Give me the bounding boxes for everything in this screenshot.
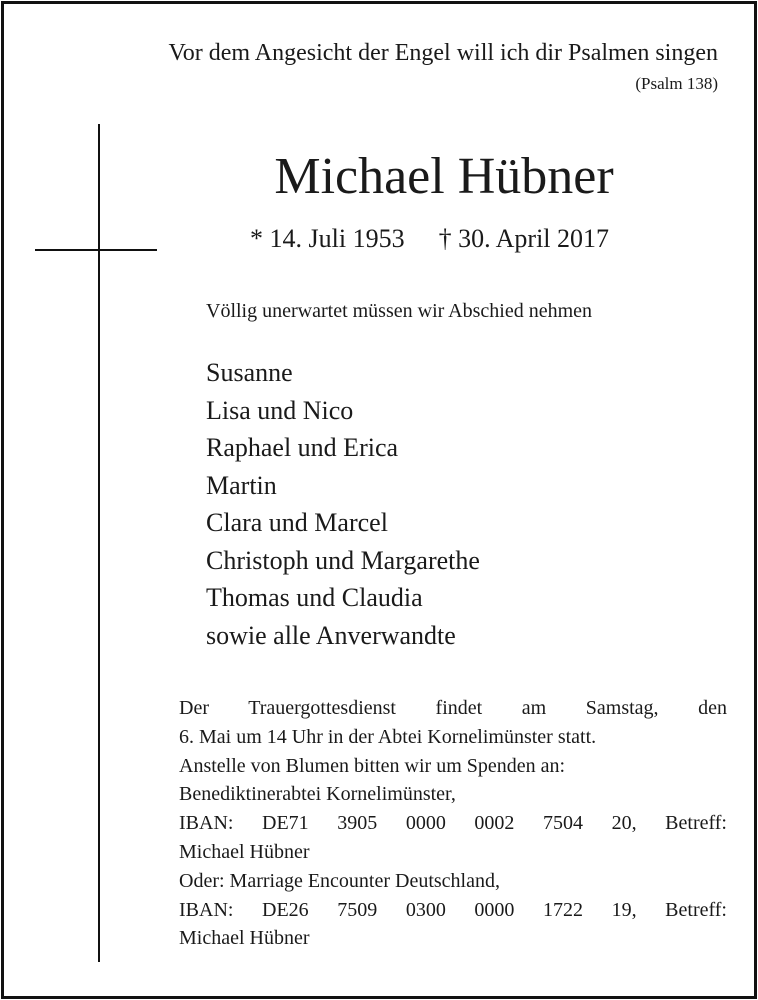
notice-line: Der Trauergottesdienst findet am Samstag, den	[179, 697, 727, 719]
deceased-name: Michael Hübner	[274, 148, 614, 205]
mourner-entry: Susanne	[206, 358, 293, 387]
notice-line: Oder: Marriage Encounter Deutschland,	[179, 869, 500, 892]
motto-text: Vor dem Angesicht der Engel will ich dir Psalmen singen	[168, 40, 718, 66]
mourner-entry: Lisa und Nico	[206, 395, 354, 425]
mourner-entry: Martin	[206, 470, 277, 500]
mourner-entry: Clara und Marcel	[206, 508, 388, 537]
mourners-list	[206, 354, 480, 654]
mourner-entry: Raphael und Erica	[206, 433, 399, 462]
life-dates	[250, 224, 609, 254]
notice-line: Benediktinerabtei Kornelimünster,	[179, 783, 456, 806]
mourner-entry: sowie alle Anverwandte	[206, 620, 456, 650]
motto-source: (Psalm 138)	[635, 74, 718, 93]
notice-line: Michael Hübner	[179, 927, 310, 950]
service-notice	[179, 694, 727, 953]
notice-line: IBAN: DE71 3905 0000 0002 7504 20, Betreff:	[179, 812, 727, 835]
notice-line: Anstelle von Blumen bitten wir um Spenden an:	[179, 754, 566, 777]
death-date: † 30. April 2017	[438, 224, 610, 253]
mourner-entry: Christoph und Margarethe	[206, 545, 480, 575]
farewell-intro: Völlig unerwartet müssen wir Abschied nehmen	[206, 300, 593, 322]
birth-date: * 14. Juli 1953	[250, 224, 405, 253]
mourner-entry: Thomas und Claudia	[206, 583, 423, 612]
obituary-frame	[1, 1, 757, 999]
notice-line: Michael Hübner	[179, 840, 310, 863]
notice-line: 6. Mai um 14 Uhr in der Abtei Kornelimünster statt.	[179, 725, 597, 748]
cross-icon-horizontal-bar	[35, 249, 157, 251]
notice-line: IBAN: DE26 7509 0300 0000 1722 19, Betreff:	[179, 898, 727, 921]
